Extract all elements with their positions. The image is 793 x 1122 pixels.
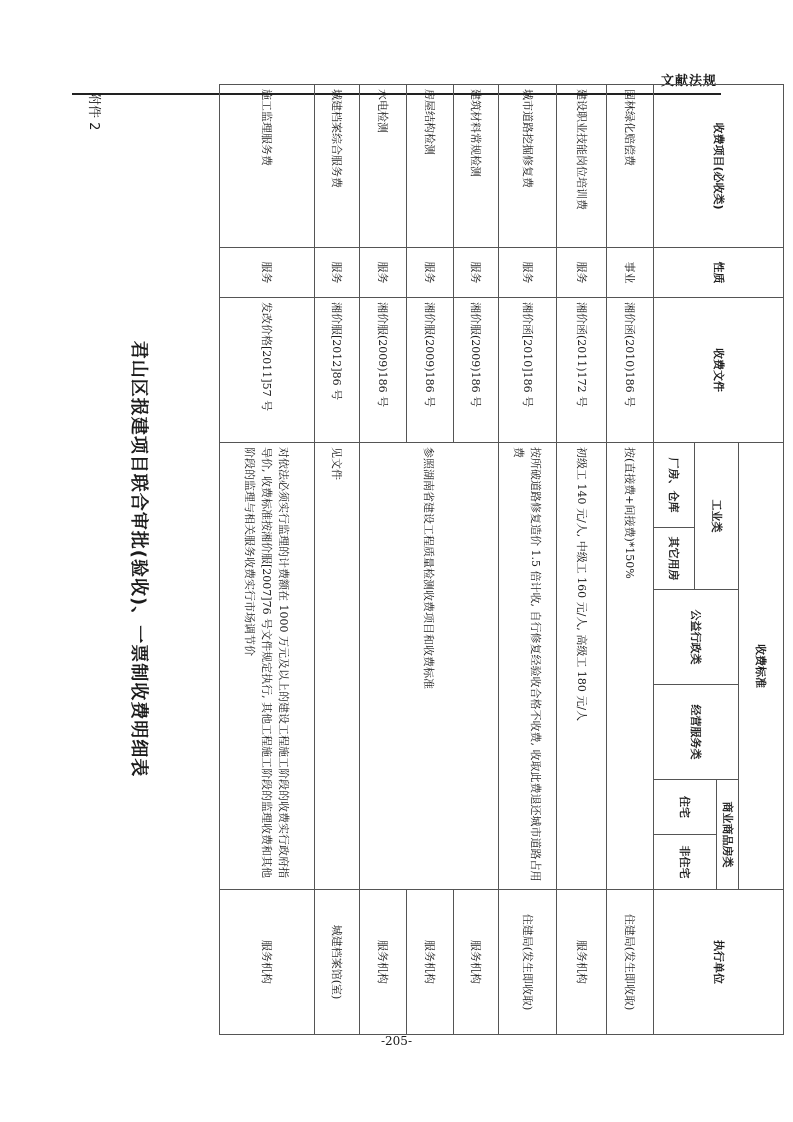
cell-unit: 住建局(发生即收取) (499, 890, 557, 1035)
header-nature: 性质 (654, 248, 784, 298)
table-row (499, 85, 557, 1035)
cell-item: 城建档案综合服务费 (315, 85, 360, 248)
cell-standard: 初级工 140 元/人, 中级工 160 元/人, 高级工 180 元/人 (557, 443, 607, 890)
cell-nature: 事业 (607, 248, 654, 298)
cell-unit: 服务机构 (360, 890, 407, 1035)
cell-standard: 按所破道路修复造价 1.5 倍计收, 自行修复经验收合格不收费, 收取此费退还城市道路占用费 (499, 443, 557, 890)
table-row (220, 85, 315, 1035)
cell-nature: 服务 (220, 248, 315, 298)
cell-unit: 住建局(发生即收取) (607, 890, 654, 1035)
cell-item: 建筑材料常规检测 (454, 85, 499, 248)
header-item: 收费项目(必收类) (654, 85, 784, 248)
header-industrial: 工业类 (695, 443, 739, 590)
table-row (315, 85, 360, 1035)
cell-nature: 服务 (407, 248, 454, 298)
cell-document: 湘价函[2010]186 号 (499, 298, 557, 443)
header-unit: 执行单位 (654, 890, 784, 1035)
cell-standard: 见文件 (315, 443, 360, 890)
rotated-content (80, 84, 793, 1034)
header-factory: 厂房、仓库 (654, 443, 695, 528)
cell-standard: 对依法必须实行监理的计费额在 1000 万元及以上的建设工程施工阶段的收费实行政府指导价, 收费标准按湘价服[2007]76 号文件规定执行, 其他工程施工阶段的监理收费和其他阶段的监理与相关服务收费实行市场调节价 (220, 443, 315, 890)
header-document: 收费文件 (654, 298, 784, 443)
header-other-use: 其它用房 (654, 528, 695, 590)
cell-item: 建设职业技能岗位培训费 (557, 85, 607, 248)
table-row (607, 85, 654, 1035)
page-number: -205- (380, 1034, 412, 1048)
cell-unit: 服务机构 (454, 890, 499, 1035)
cell-unit: 服务机构 (220, 890, 315, 1035)
cell-item: 施工监理服务费 (220, 85, 315, 248)
cell-unit: 服务机构 (557, 890, 607, 1035)
document-title: 君山区报建项目联合审批(验收)、一票制收费明细表 (128, 340, 149, 778)
cell-unit: 服务机构 (407, 890, 454, 1035)
cell-document: 湘价服[2012]86 号 (315, 298, 360, 443)
section-header-title: 文献法规 (660, 74, 717, 89)
cell-nature: 服务 (360, 248, 407, 298)
cell-document: 湘价服(2009)186 号 (360, 298, 407, 443)
header-public: 公益行政类 (654, 590, 739, 685)
cell-unit: 城建档案馆(室) (315, 890, 360, 1035)
cell-document: 湘价函(2010)186 号 (607, 298, 654, 443)
header-residential: 住宅 (654, 780, 717, 835)
attachment-label: 附件 2 (86, 92, 101, 131)
cell-nature: 服务 (557, 248, 607, 298)
cell-item: 房屋结构检测 (407, 85, 454, 248)
header-standard: 收费标准 (739, 443, 784, 890)
cell-standard: 按(直接费+间接费)*150% (607, 443, 654, 890)
cell-document: 湘价服(2009)186 号 (407, 298, 454, 443)
cell-document: 湘价服(2009)186 号 (454, 298, 499, 443)
cell-document: 发改价格[2011]57 号 (220, 298, 315, 443)
cell-item: 水电检测 (360, 85, 407, 248)
header-commercial: 商业商品房类 (717, 780, 739, 890)
cell-item: 园林绿化赔偿费 (607, 85, 654, 248)
cell-nature: 服务 (315, 248, 360, 298)
cell-document: 湘价函(2011)172 号 (557, 298, 607, 443)
cell-nature: 服务 (454, 248, 499, 298)
table-row (454, 85, 499, 1035)
header-non-residential: 非住宅 (654, 835, 717, 890)
table-row (557, 85, 607, 1035)
fee-table (219, 84, 784, 1035)
cell-item: 城市道路挖掘修复费 (499, 85, 557, 248)
cell-standard-merged: 参照湖南省建设工程质量检测收费项目和收费标准 (360, 443, 499, 890)
cell-nature: 服务 (499, 248, 557, 298)
header-business: 经营服务类 (654, 685, 739, 780)
